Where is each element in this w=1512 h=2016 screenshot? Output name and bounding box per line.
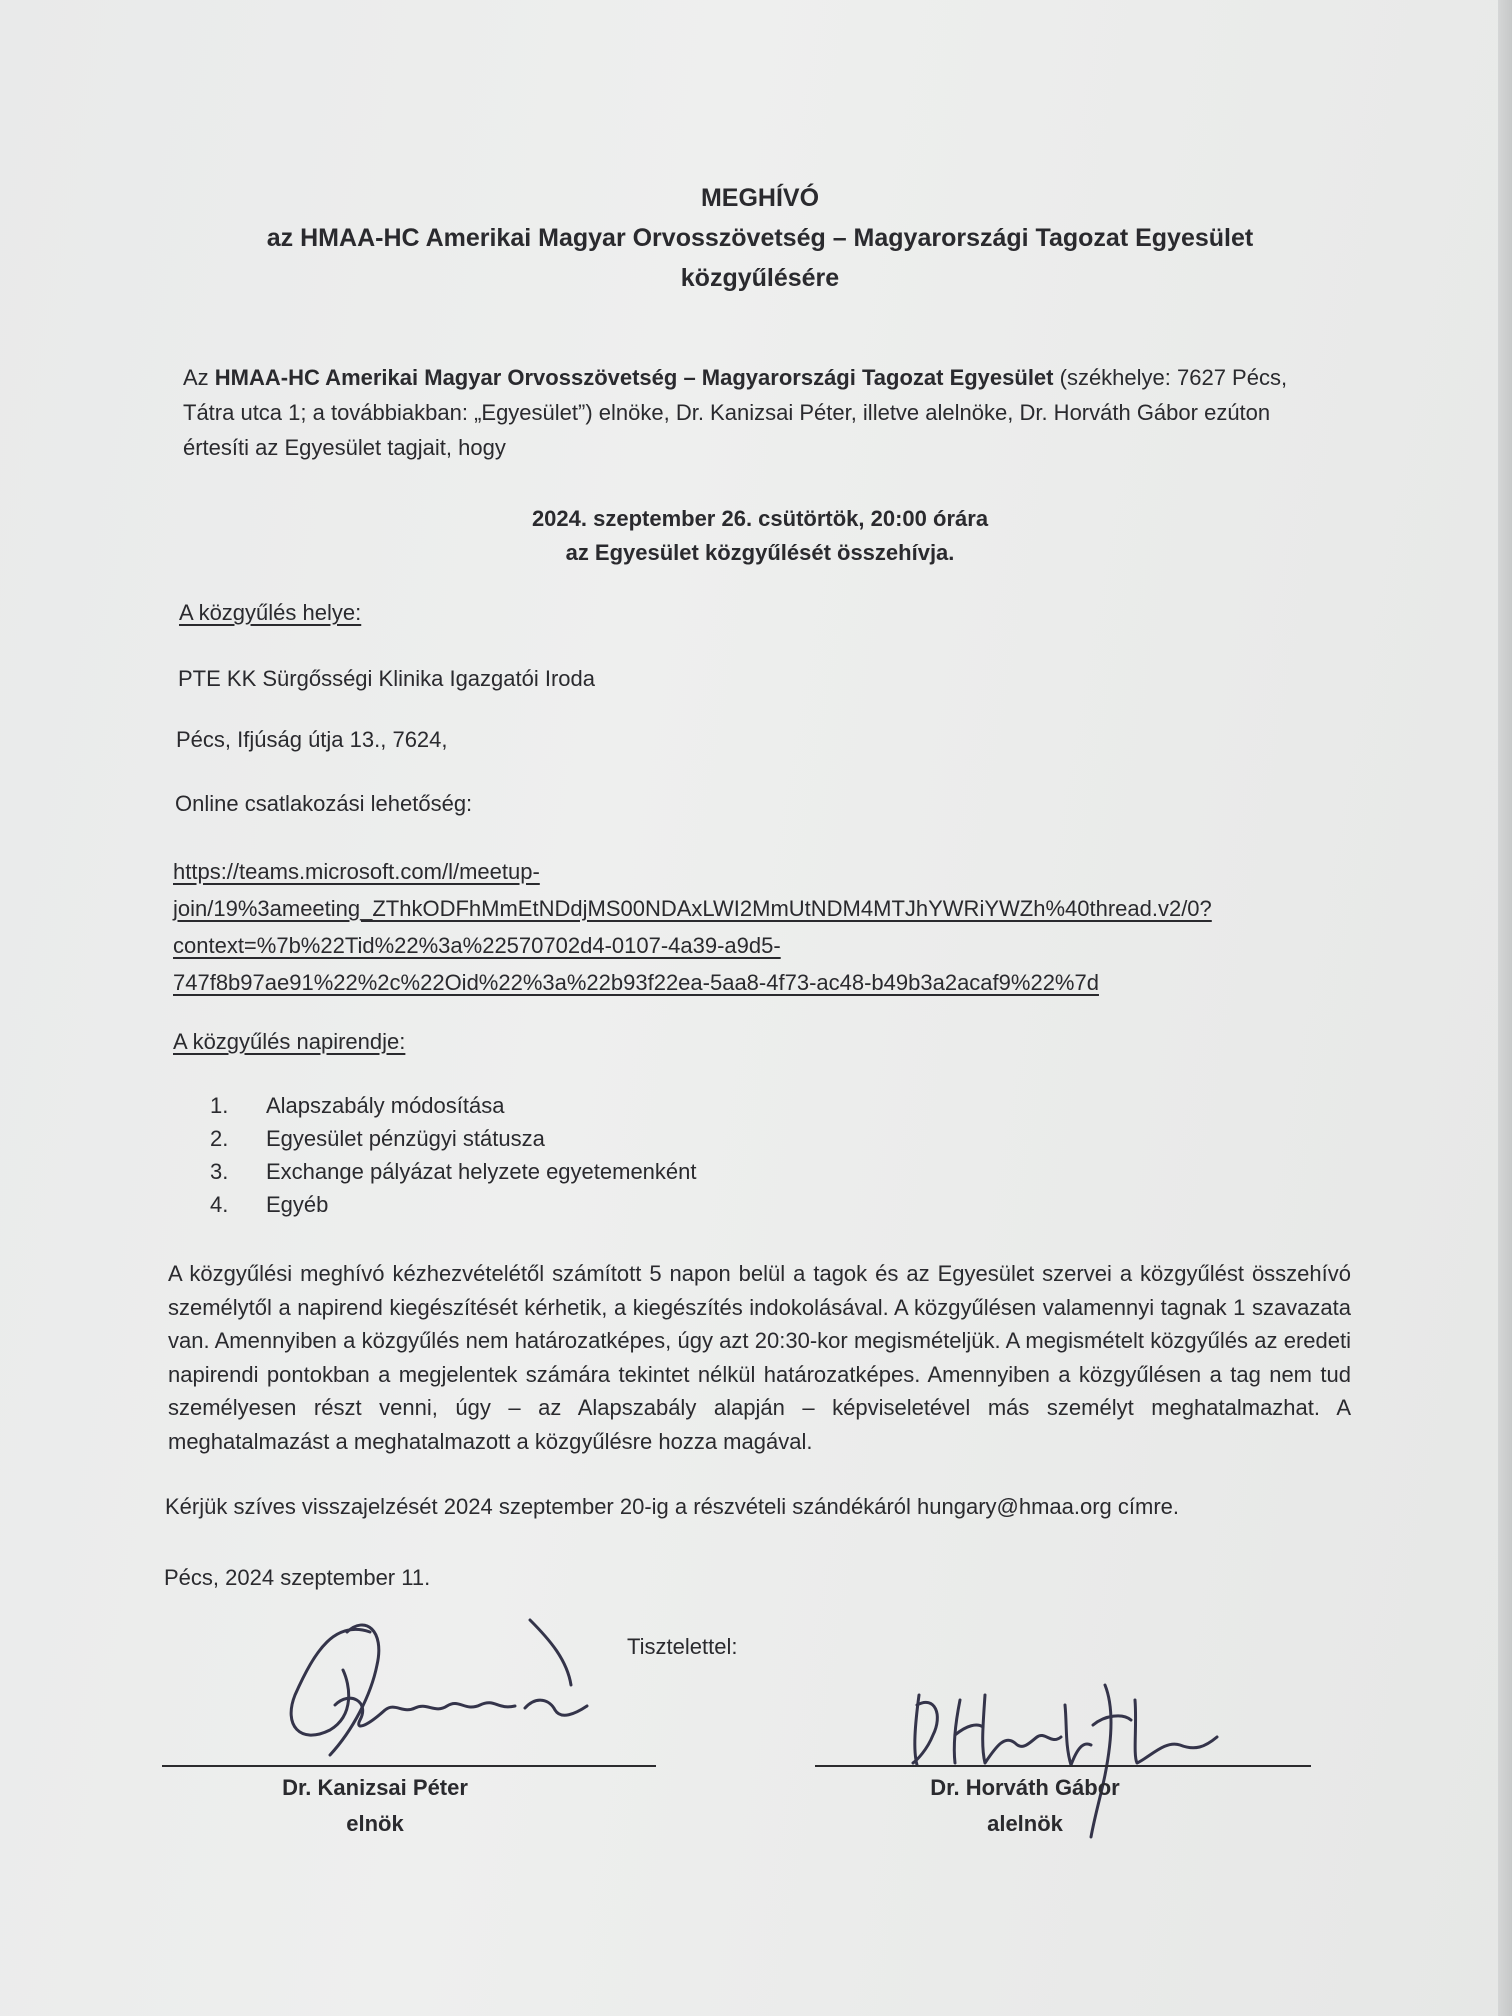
link-line-2[interactable]: join/19%3ameeting_ZThkODFhMmEtNDdjMS00NDAxLWI2MmUtNDM4MTJhYWRiYWZh%40thread.v2/0? [173,896,1212,921]
signature-line-horvath [815,1765,1311,1767]
agenda-item-number: 4. [210,1192,229,1217]
signer-name: Dr. Horváth Gábor [930,1775,1120,1800]
agenda-item-text: Exchange pályázat helyzete egyetemenként [266,1159,697,1184]
agenda-item-text: Egyéb [266,1192,329,1217]
title-line-3: közgyűlésére [680,264,840,292]
agenda-item-text: Alapszabály módosítása [266,1093,505,1118]
greeting: Tisztelettel: [627,1634,738,1659]
signer-horvath [860,1770,1190,1842]
agenda-item [210,1122,697,1155]
online-label: Online csatlakozási lehetőség: [175,791,473,816]
agenda-item [210,1089,697,1122]
intro-rest: (székhelye: 7627 Pécs, Tátra utca 1; a továbbiakban: „Egyesület”) elnöke, Dr. Kanizsai Péter, illetve alelnöke, Dr. Horváth Gábor ezúton értesíti az Egyesület tagjait, hogy [183,365,1288,460]
agenda-list [210,1089,697,1221]
intro-prefix: Az [183,365,215,390]
location-venue: PTE KK Sürgősségi Klinika Igazgatói Iroda [178,666,596,691]
agenda-item-number: 3. [210,1159,229,1184]
meeting-convened: az Egyesület közgyűlését összehívja. [565,540,955,565]
place-and-date: Pécs, 2024 szeptember 11. [164,1565,431,1590]
signature-line-kanizsai [162,1765,656,1767]
location-address: Pécs, Ifjúság útja 13., 7624, [176,727,448,752]
link-line-1[interactable]: https://teams.microsoft.com/l/meetup- [173,859,540,884]
document-title [140,178,1380,298]
meeting-datetime: 2024. szeptember 26. csütörtök, 20:00 órára [531,506,989,531]
title-line-2: az HMAA-HC Amerikai Magyar Orvosszövetség – Magyarországi Tagozat Egyesület [266,224,1254,252]
intro-org-name: HMAA-HC Amerikai Magyar Orvosszövetség – Magyarországi Tagozat Egyesület [214,365,1054,390]
signer-name: Dr. Kanizsai Péter [282,1775,468,1800]
agenda-label: A közgyűlés napirendje: [173,1029,406,1054]
link-line-4[interactable]: 747f8b97ae91%22%2c%22Oid%22%3a%22b93f22ea-5aa8-4f73-ac48-b49b3a2acaf9%22%7d [173,970,1099,995]
agenda-item [210,1188,697,1221]
location-label: A közgyűlés helye: [179,600,362,625]
agenda-item-number: 1. [210,1093,229,1118]
agenda-item-number: 2. [210,1126,229,1151]
signer-kanizsai [220,1770,530,1842]
title-line-1: MEGHÍVÓ [700,184,820,212]
rsvp-request: Kérjük szíves visszajelzését 2024 szeptember 20-ig a részvételi szándékáról hungary@hmaa.org címre. [165,1494,1180,1519]
intro-paragraph [183,360,1338,465]
page-edge-shadow [1498,0,1512,2016]
meeting-announcement [370,502,1150,570]
link-line-3[interactable]: context=%7b%22Tid%22%3a%22570702d4-0107-4a39-a9d5- [173,933,781,958]
signature-kanizsai [275,1610,605,1760]
teams-meeting-link[interactable] [173,853,1212,1001]
agenda-item-text: Egyesület pénzügyi státusza [266,1126,545,1151]
procedure-paragraph: A közgyűlési meghívó kézhezvételétől számított 5 napon belül a tagok és az Egyesület szervei a közgyűlést összehívó személytől a napirend kiegészítését kérhetik, a kiegészítés indokolásával. A közgyűlésen valamennyi tagnak 1 szavazata van. Amennyiben a közgyűlés nem határozatképes, úgy azt 20:30-kor megismételjük. A megismételt közgyűlés az eredeti napirendi pontokban a megjelentek számára tekintet nélkül határozatképes. Amennyiben a közgyűlésen a tag nem tud személyesen részt venni, úgy – az Alapszabály alapján – képviseletével más személyt meghatalmazhat. A meghatalmazást a meghatalmazott a közgyűlésre hozza magával. [168,1261,1351,1454]
signer-role: alelnök [987,1811,1063,1836]
signer-role: elnök [346,1811,404,1836]
agenda-item [210,1155,697,1188]
